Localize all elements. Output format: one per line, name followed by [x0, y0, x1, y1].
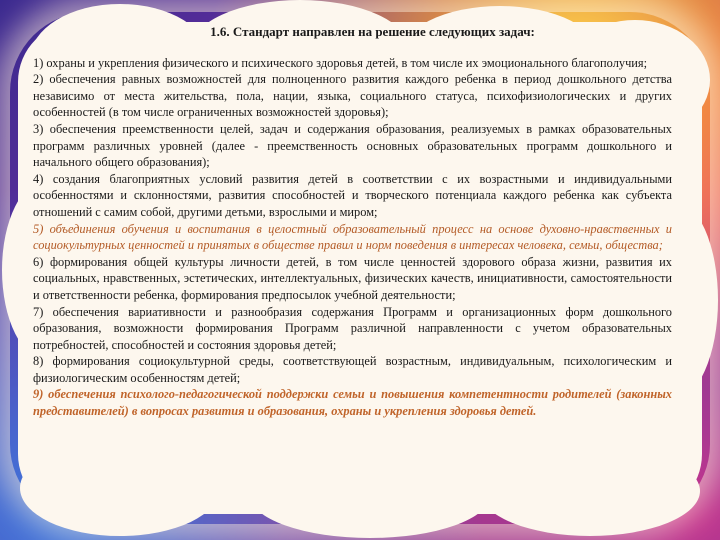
cloud-puff — [250, 452, 490, 538]
task-item-9: 9) обеспечения психолого-педагогической поддержки семьи и повышения компетентности родителей (законных представителей) в вопросах развития и образования, охраны и укрепления здоровья детей. — [33, 387, 672, 419]
task-item-2: 2) обеспечения равных возможностей для полноценного развития каждого ребенка в период дошкольного детства независимо от места жительства, пола, нации, языка, социального статуса, психофизиологических и других особенностей (в том числе ограниченных возможностей здоровья); — [33, 72, 672, 120]
task-item-8: 8) формирования социокультурной среды, соответствующей возрастным, индивидуальным, психологическим и физиологическим особенностям детей; — [33, 354, 672, 385]
task-item-6: 6) формирования общей культуры личности детей, в том числе ценностей здорового образа жизни, развития их социальных, нравственных, эстетических, интеллектуальных, физических качеств, инициативности, самостоятельности и ответственности ребенка, формирования предпосылок учебной деятельности; — [33, 254, 672, 302]
slide-title: 1.6. Стандарт направлен на решение следующих задач: — [210, 24, 535, 39]
task-item-4: 4) создания благоприятных условий развития детей в соответствии с их возрастными и индивидуальными особенностями и склонностями, развития способностей и творческого потенциала каждого ребенка как субъекта отношений с самим собой, другими детьми, взрослыми и миром; — [33, 171, 672, 219]
cloud-puff — [480, 446, 700, 536]
slide-content — [33, 24, 672, 420]
cloud-puff — [20, 440, 220, 536]
task-item-3: 3) обеспечения преемственности целей, задач и содержания образования, реализуемых в рамках образовательных программ различных уровней (далее - преемственность основных образовательных программ дошкольного и начального общего образования); — [33, 121, 672, 170]
task-item-1: 1) охраны и укрепления физического и психического здоровья детей, в том числе их эмоционального благополучия; — [33, 55, 648, 70]
task-item-7: 7) обеспечения вариативности и разнообразия содержания Программ и организационных форм дошкольного образования, возможности формирования Программ различной направленности с учетом образовательных потребностей, способностей и состояния здоровья детей; — [33, 304, 672, 352]
task-item-5: 5) объединения обучения и воспитания в целостный образовательный процесс на основе духовно-нравственных и социокультурных ценностей и принятых в обществе правил и норм поведения в интересах человека, семьи, общества; — [33, 221, 672, 253]
